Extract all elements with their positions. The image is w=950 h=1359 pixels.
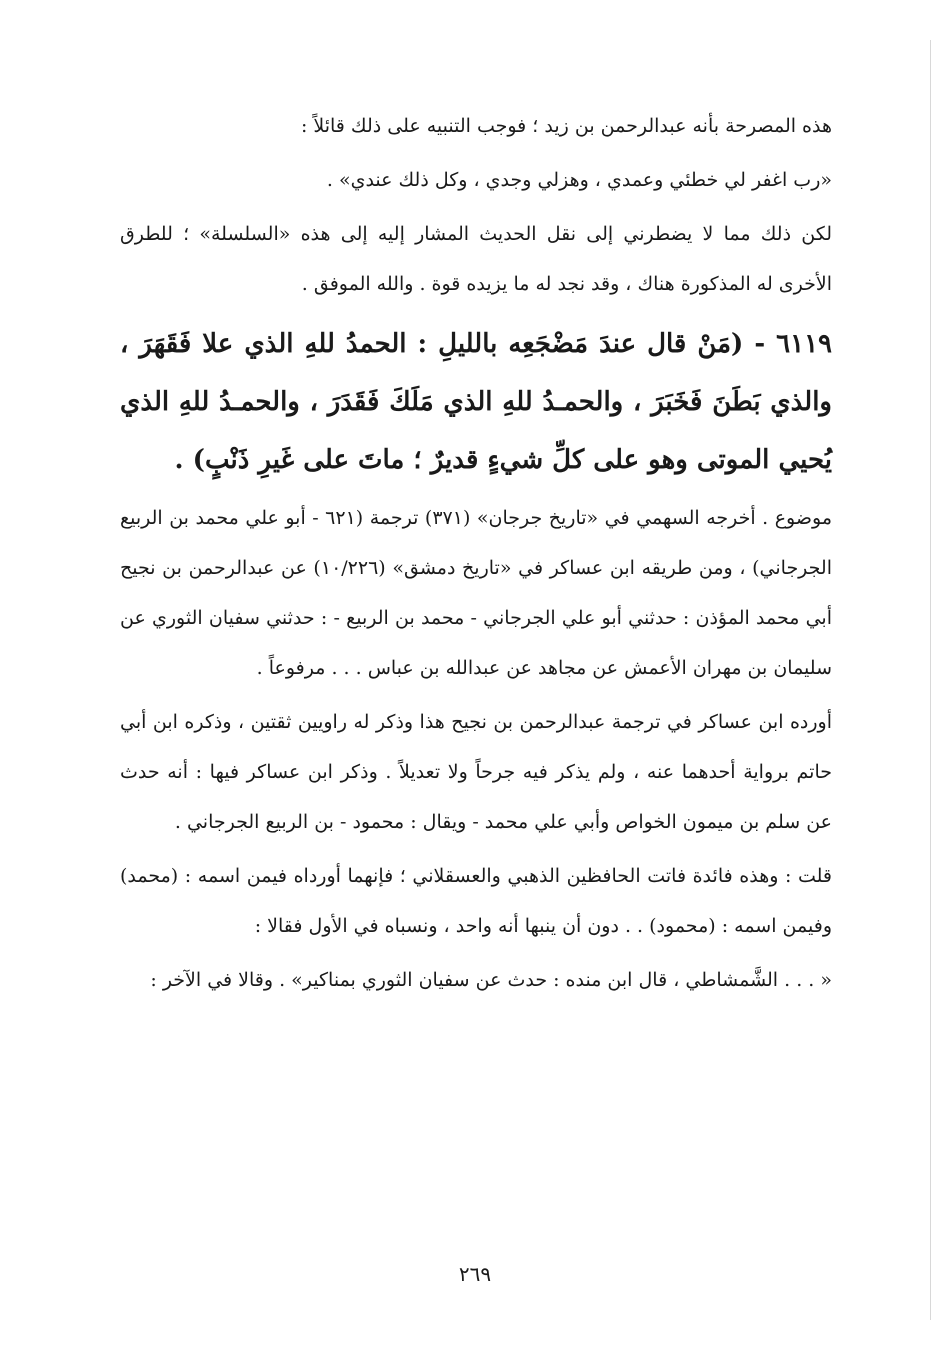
paragraph-quote-shamshati: « . . . الشَّمشاطي ، قال ابن منده : حدث عن سفيان الثوري بمناكير» . وقالا في الآخر : (150, 969, 832, 991)
paragraph-note: لكن ذلك مما لا يضطرني إلى نقل الحديث المشار إليه إلى هذه «السلسلة» ؛ للطرق الأخرى له المذكورة هناك ، وقد نجد له ما يزيده قوة . والله الموفق . (120, 223, 832, 295)
paragraph-ibn-asakir: أورده ابن عساكر في ترجمة عبدالرحمن بن نجيح هذا وذكر له راويين ثقتين ، وذكره ابن أبي حاتم برواية أحدهما عنه ، ولم يذكر فيه جرحاً ولا تعديلاً . وذكر ابن عساكر فيها : أنه حدث عن سلم بن ميمون الخواص وأبي علي محمد - ويقال : محمود - بن الربيع الجرجاني . (120, 711, 832, 833)
hadith-entry (120, 315, 832, 489)
paragraph-comment: قلت : وهذه فائدة فاتت الحافظين الذهبي والعسقلاني ؛ فإنهما أورداه فيمن اسمه : (محمد) وفيمن اسمه : (محمود) . . دون أن ينبها أنه واحد ، ونسباه في الأول فقالا : (120, 865, 832, 937)
main-text (120, 101, 832, 1005)
paragraph-takhrij: موضوع . أخرجه السهمي في «تاريخ جرجان» (٣٧١) ترجمة (٦٢١ - أبو علي محمد بن الربيع الجرجاني) ، ومن طريقه ابن عساكر في «تاريخ دمشق» (١٠/٢٢٦) عن عبدالرحمن بن نجيح أبي محمد المؤذن : حدثني أبو علي الجرجاني - محمد بن الربيع - : حدثني سفيان الثوري عن سليمان بن مهران الأعمش عن مجاهد عن عبدالله بن عباس . . . مرفوعاً . (120, 507, 833, 679)
paragraph-intro: هذه المصرحة بأنه عبدالرحمن بن زيد ؛ فوجب التنبيه على ذلك قائلاً : (300, 115, 832, 137)
paragraph-dua-quote: «رب اغفر لي خطئي وعمدي ، وهزلي وجدي ، وكل ذلك عندي» . (326, 169, 832, 191)
page-edge-line (930, 40, 931, 1320)
hadith-text: - (مَنْ قال عندَ مَضْجَعِه بالليلِ : الحمدُ للهِ الذي علا فَقَهَرَ ، والذي بَطَنَ فَخَبَرَ ، والحمـدُ للهِ الذي مَلَكَ فَقَدَرَ ، والحمـدُ للهِ الذي يُحيي الموتى وهو على كلِّ شيءٍ قديرٌ ؛ ماتَ على غَيرِ ذَنْبٍ) . (120, 329, 832, 475)
page-number: ٢٦٩ (458, 1262, 492, 1286)
hadith-number: ٦١١٩ (776, 329, 832, 359)
